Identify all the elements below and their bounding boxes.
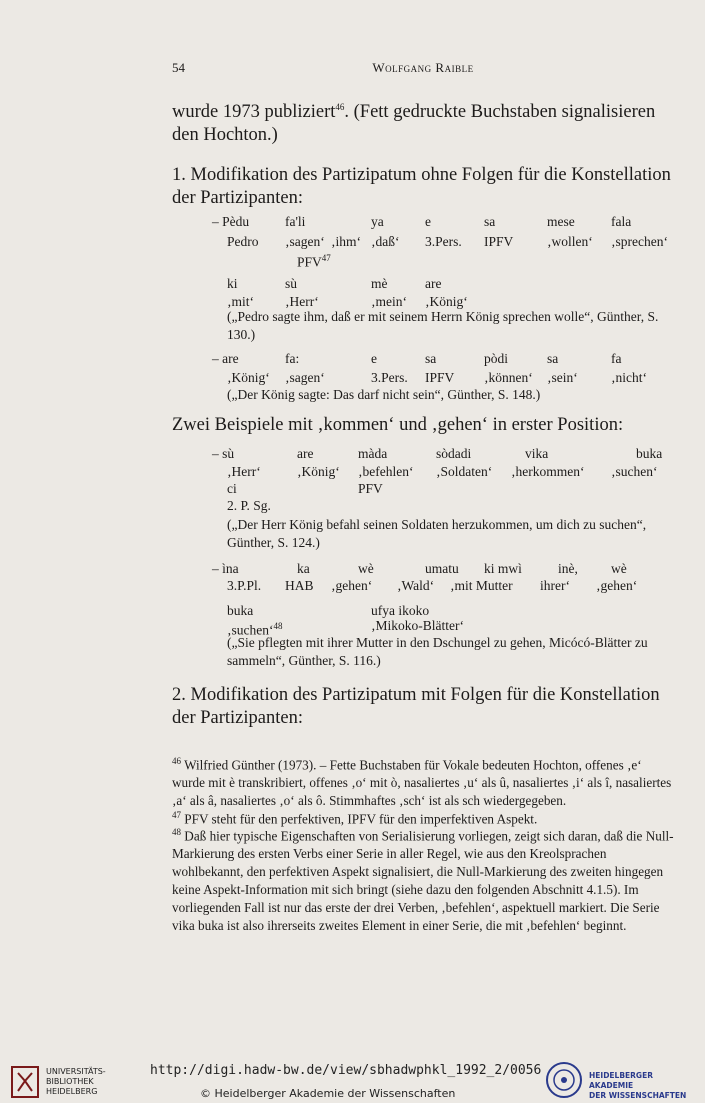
copyright-notice: © Heidelberger Akademie der Wissenschaften (200, 1087, 456, 1100)
library-emblem-icon (10, 1065, 42, 1099)
university-library-logo: UNIVERSITÄTS- BIBLIOTHEK HEIDELBERG (10, 1065, 110, 1101)
page-number: 54 (172, 60, 185, 75)
translation-4: („Sie pflegten mit ihrer Mutter in den Dschungel zu gehen, Micócó-Blätter zu sammeln“, Günther, S. 116.) (227, 635, 648, 668)
translation-1: („Pedro sagte ihm, daß er mit seinem Herrn König sprechen wolle“, Günther, S. 130.) (227, 309, 659, 342)
translation-2: („Der König sagte: Das darf nicht sein“, Günther, S. 148.) (227, 387, 541, 402)
document-page: 54 Wolfgang Raible wurde 1973 publiziert$^{46}$. (Fett gedruckte Buchstaben signalisieren den Hochton.) 1. Modifikation des Partizipatum ohne Folgen für die Konstellation der Partizipanten: – Pèdu fa'li ya e sa mese fala Pedro ‚sagen‘ ‚ihm‘ ‚daß‘ 3.Pers. IPFV ‚wollen‘ ‚sprechen‘ PFV$^{47}$ ki sù mè are ‚mit‘ ‚Herr‘ ‚mein‘ ‚König‘ („Pedro sagte ihm, daß er mit seinem Herrn König sprechen wolle“, Günther, S. 130.) – are fa: e sa pòdi sa fa ‚König‘ ‚sagen‘ 3.Pers. IPFV ‚können‘ ‚sein‘ ‚nicht‘ („Der König sagte: Das darf nicht sein“, Günther, S. 148.) Zwei Beispiele mit ‚kommen‘ und ‚gehen‘ in erster Position: – sù are màda sòdadi vika buka ‚Herr‘ ‚König‘ ‚befehlen‘ ‚Soldaten‘ ‚herkommen‘ ‚suchen‘ ci PFV 2. P. Sg. („Der Herr König befahl seinen Soldaten herzukommen, um dich zu suchen“, Günther, S. 124.) – ìna ka wè umatu ki mwì inè, wè 3.P.Pl. HAB ‚gehen‘ ‚Wald‘ ‚mit Mutter ihrer‘ ‚gehen‘ buka ufya ikoko ‚suchen‘$^{48}$ ‚Mikoko-Blätter‘ („Sie pflegten mit ihrer Mutter in den Dschungel zu gehen, Micócó-Blätter zu sammeln“, Günther, S. 116.) 2. Modifikation des Partizipatum mit Folgen für die Konstellation der Partizipanten: $^{46}$ Wilfried Günther (1973). – Fette Buchstaben für Vokale bedeuten Hochton, offenes ‚e‘ wurde mit è transkribiert, offenes ‚o‘ mit ò, nasaliertes ‚u‘ als û, nasaliertes ‚i‘ als î, nasaliertes ‚a‘ als â, nasaliertes ‚o‘ als ô. Stimmhaftes ‚sch‘ ist als sch wiedergegeben. $^{47}$ PFV steht für den perfektiven, IPFV für den imperfektiven Aspekt. $^{48}$ Daß hier typische Eigenschaften von Serialisierung vorliegen, zeigt sich daran, daß die Null-Markierung des ersten Verbs einer Serie in aller Regel, wie aus den Kreolsprachen wohlbekannt, den perfektiven Aspekt signalisiert, die Null-Markierung des zweiten hingegen keine Aspekt-Information mit sich bringt (siehe dazu den folgenden Abschnitt 4.1.5). Im vorliegenden Fall ist nur das erste der drei Verben, ‚befehlen‘, aspektuell markiert. Die Serie vika buka ist also ihrerseits zweites Element in einer Serie, die mit ‚befehlen‘ beginnt. UNIVERSITÄTS- BIBLIOTHEK HEIDELBERG http://digi.hadw-bw.de/view/sbhadwphkl_1992_2/0056 © Heidelberger Akademie der Wissenschaften HEIDELBERGER AKADEMIE DER WISSENSCHAFTEN (0, 0, 705, 1103)
section-heading-2: Zwei Beispiele mit ‚kommen‘ und ‚gehen‘ in erster Position: (172, 415, 624, 435)
section-heading-3: 2. Modifikation des Partizipatum mit Folgen für die Konstellation der Partizipanten: (172, 685, 660, 728)
intro-paragraph: wurde 1973 publiziert$^{46}$. (Fett gedruckte Buchstaben signalisieren den Hochton.) (172, 102, 656, 146)
academy-logo: HEIDELBERGER AKADEMIE DER WISSENSCHAFTEN (545, 1061, 695, 1101)
footnote-46: $^{46}$ Wilfried Günther (1973). – Fette Buchstaben für Vokale bedeuten Hochton, offenes ‚e‘ wurde mit è transkribiert, offenes ‚o‘ mit ò, nasaliertes ‚u‘ als û, nasaliertes ‚i‘ als î, nasaliertes ‚a‘ als â, nasaliertes ‚o‘ als ô. Stimmhaftes ‚sch‘ ist als sch wiedergegeben. (172, 756, 672, 809)
digitization-footer (0, 1055, 705, 1103)
academy-seal-icon (545, 1061, 583, 1099)
translation-3: („Der Herr König befahl seinen Soldaten herzukommen, um dich zu suchen“, Günther, S. 124.) (227, 517, 647, 550)
footnote-47: $^{47}$ PFV steht für den perfektiven, IPFV für den imperfektiven Aspekt. (172, 810, 538, 827)
footnote-48: $^{48}$ Daß hier typische Eigenschaften von Serialisierung vorliegen, zeigt sich daran, daß die Null-Markierung des ersten Verbs einer Serie in aller Regel, wie aus den Kreolsprachen wohlbekannt, den perfektiven Aspekt signalisiert, die Null-Markierung des zweiten hingegen keine Aspekt-Information mit sich bringt (siehe dazu den folgenden Abschnitt 4.1.5). Im vorliegenden Fall ist nur das erste der drei Verben, ‚befehlen‘, aspektuell markiert. Die Serie vika buka ist also ihrerseits zweites Element in einer Serie, die mit ‚befehlen‘ beginnt. (172, 827, 674, 934)
section-heading-1: 1. Modifikation des Partizipatum ohne Folgen für die Konstellation der Partizipanten: (172, 165, 671, 208)
running-head: Wolfgang Raible (372, 60, 474, 75)
source-url[interactable]: http://digi.hadw-bw.de/view/sbhadwphkl_1992_2/0056 (150, 1063, 542, 1078)
